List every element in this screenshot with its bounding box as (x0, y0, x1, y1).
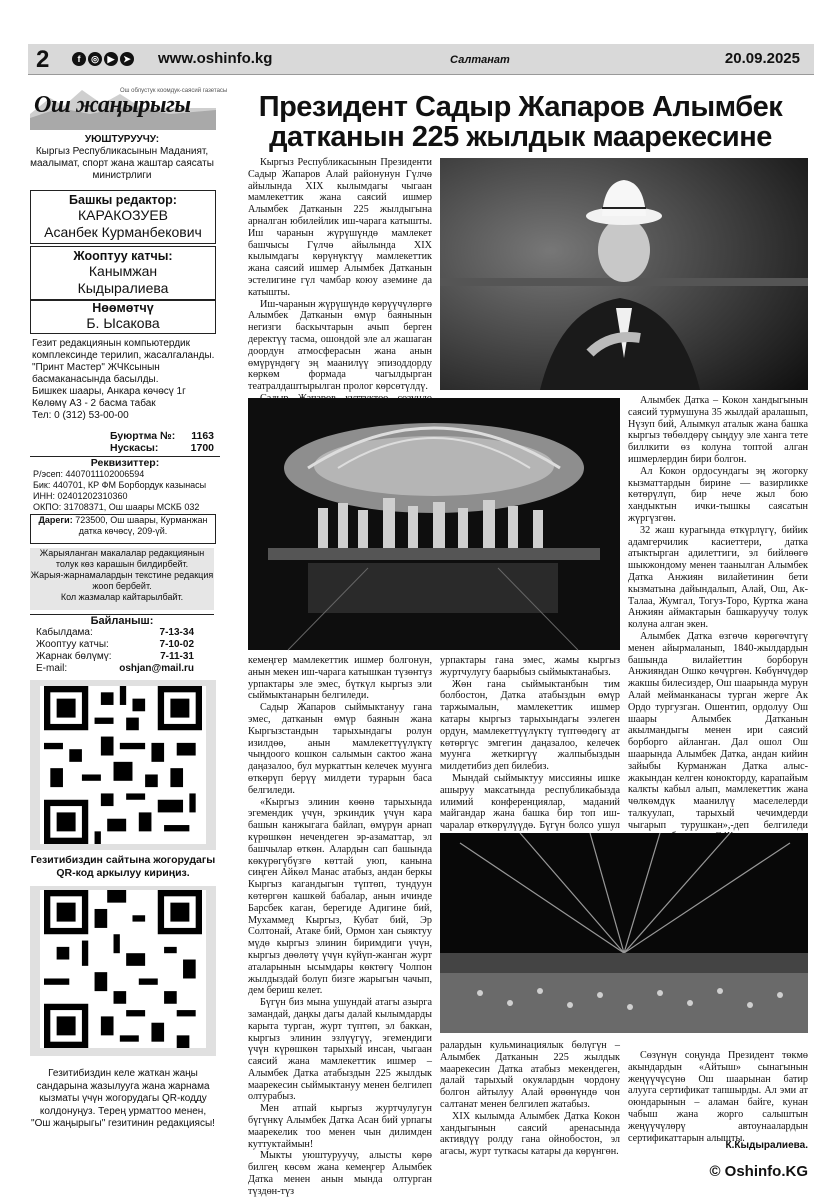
logo-tagline: Ош облустук коомдук-саясий газетасы (120, 88, 228, 94)
requisites-block (30, 456, 220, 513)
paragraph: 32 жаш курагында өткүрлүгү, бийик адамгерчилик касиеттери, датка атыктырган адилеттиги, эл бийлөөгө шыкжондому менен таанылган Алымбек Датка Анжиян вилайетинин бети кызматына дайындалып, Алай, Ош, Ак-Талаа, Жумгал, Тогуз-Торо, Куртка жана Анжиян аймактарын башкаруучу толук колуна алган экен. (628, 524, 808, 631)
address-label: Дареги: (38, 515, 73, 525)
paragraph: Кыргыз Республикасынын Президенти Садыр Жапаров Алай районунун Гүлчө айылында XIX кылымдагы чыгаан мамлекеттик жана саясий ишмер Алымбек Датканын 225 жылдыгына арналган юбилейлик иш-чарага катышты. Иш чаранын жүрүшүндө мамлекет башчысы Гүлчө айылында XIX кылымдагы көрүнүктүү мамлекеттик жана саясий ишмер Алымбек Датканын эстелигине гүл чамбар коюу аземине да катышты. (248, 157, 432, 298)
paragraph: Алымбек Датка өзгөчө көрөгөчтүгү менен айырмаланып, 1840-жылдардын башында вилайеттин борборун Анжияндан Ошко көчүргөн. Көбүнчүдөр жакшы билесиздер, Ош шаарында мурун Алай мейманканасы турган жерге Ак Ордо тургузган. Ошентип, ордолуу Ош шаары Алымбек Датканын акылмандыгы менен ири саясий борборго айланган. Дал ошол Ош шаарында Алымбек Датка, андан кийин зайыбы Курманжан Датка алыс-жакындан келген конокторду, карапайым калкты кабыл алып, мамлекеттик жана чөлкөмдүк маанилүү маселелерди талкуулап, тарыхый чечимдерди чыгарып турушкан»,-деп белгиледи (628, 630, 808, 831)
disclaimer-line: Жарыя-жарнамалардын текстине редакция жооп бербейт. (30, 570, 214, 591)
contact-email[interactable]: oshjan@mail.ru (119, 663, 194, 674)
founder-block (30, 134, 214, 186)
duty-name: Б. Ысакова (86, 315, 160, 331)
paragraph: урпактары гана эмес, жамы кыргыз журтчулугу баарыбыз сыймыктанабыз. (440, 655, 620, 678)
youtube-icon[interactable]: ▶ (104, 52, 118, 66)
paragraph: Мен атпай кыргыз журтчулугун бүгүнкү Алымбек Датка Асан бий урпагы маарекелик тоо менен чын дилимден куттуктаймын! (248, 1103, 432, 1150)
duty-block (30, 300, 216, 334)
contact-label: E-mail: (36, 663, 68, 674)
qr2-caption: Гезитибиздин келе жаткан жаңы сандарына жазылууга жана жарнама кызматы үчүн жогорудагы QR-кодду колдонуңуз. Терең урматтоо менен, "Ош жаңырыгы" гезитинин редакциясы! (31, 1068, 215, 1129)
print-info: Гезит редакциянын компьютердик комплексинде терилип, жасалгаланды. "Принт Мастер" ЖЧКсынын басмаканасында басылды. (32, 338, 215, 385)
paragraph: Иш-чаранын жүрүшүндө көрүүчүлөргө Алымбек Датканын өмүр баянынын негизги баскычтарын ачып берген деректүү тасма, ошондой эле ал жашаган доордун атмосферасын жана анын өмүрүндөгү эң маанилүү эпизоддорду көркөм формада чагылдырган театралдаштырылган пролог көрсөтүлдү. (248, 298, 432, 393)
secretary-first: Канымжан (88, 263, 158, 279)
qr1-caption: Гезитибиздин сайтына жогорудагы QR-код аркылуу кириңиз. (30, 854, 216, 879)
contact-label: Кабылдама: (36, 627, 93, 638)
print-address: Бишкек шаары, Анкара көчөсү 1г (32, 386, 186, 397)
paragraph: «Кыргыз элинин көөнө тарыхында эгемендик үчүн, эркиндик үчүн кара башын канжыгага байлап, өмүрүн арнап күрөшкөн нечендеген эр-азаматтар, эл башчылар өткөн. Алардын сап башында көкүрөгүбүзгө көттай уюп, канына сиңген Айкөл Манас атабыз, андан беркы Кыргыз кагандыгын түптөп, тундуун көтөргөн кашкөй бабалар, анын ичинде Барсбек каган, берегиде Адигине бий, Мухаммед Кыргыз, Кубат бий, Эр Солтонай, Атаке бий, Ормон хан сыяктуу мүдө кыргыз элинин биримдиги үчүн, кыргыз дөөлөтү үчүн күйүп-жанган журт аталарынын ысымдары көктөгү Чолпон жылдыздай болуп бизге жарыгын чачып, дем бериш келет. (248, 796, 432, 997)
disclaimer-block (30, 548, 214, 610)
paragraph: XIX кылымда Алымбек Датка Кокон хандыгынын саясий аренасында активдүү ролду гана ойнобостон, эл агасы, журт туткасы катары да көрүнгөн. (440, 1110, 620, 1158)
qr-code-site[interactable] (40, 686, 206, 844)
article-col3-bottom (628, 1050, 808, 1144)
copies-value: 1700 (190, 442, 214, 454)
photo-night-show (440, 833, 808, 1033)
article-col1-bottom (248, 655, 432, 1197)
paragraph: Алымбек Датка – Кокон хандыгынын саясий турмушуна 35 жылдай аралашып, Нүзуп бий, Алымкул аталык жана башка кыргыз төбөлдөрү сыңдуу эле ханга тете биллкити өз колуна топтой алган ишмерлердин бири болгон. (628, 395, 808, 465)
photo-president (440, 158, 808, 390)
site-url[interactable]: www.oshinfo.kg (158, 50, 273, 67)
contact-value: 7-13-34 (159, 627, 194, 638)
rubric: Салтанат (450, 54, 510, 66)
paragraph: Жөн гана сыймыктанбын тим болбостон, Датка атабыздын өмүр таржымалын, мамлекеттик ишмер катары кыргыз тарыхындагы ээлеген ордун, мамлекеттүүлүктү түптөөдөгү ат көтөргүс эмгегин даңазалоо, келечек муунга жеткиргүү жалпыбыздын милдетибиз деп билебиз. (440, 678, 620, 773)
page-number: 2 (36, 46, 50, 73)
disclaimer-line: Кол жазмалар кайтарылбайт. (60, 592, 184, 602)
order-value: 1163 (191, 430, 214, 442)
contact-value: 7-11-31 (160, 651, 194, 662)
print-info-block (30, 338, 218, 422)
editor-block (30, 190, 216, 244)
print-phone: Тел: 0 (312) 53-00-00 (32, 410, 129, 421)
founder-label: УЮШТУРУУЧУ: (84, 134, 160, 145)
article-col3-top (628, 395, 808, 835)
telegram-icon[interactable]: ➤ (120, 52, 134, 66)
article-col2-bottom (440, 1040, 620, 1160)
contact-label: Жарнак бөлүмү: (36, 651, 112, 662)
secretary-block (30, 246, 216, 300)
issue-date: 20.09.2025 (724, 50, 800, 67)
duty-label: Нөөмөтчү (92, 301, 154, 315)
editor-surname: КАРАКОЗУЕВ (78, 207, 168, 223)
author-signature: К.Кыдыралиева. (725, 1140, 808, 1151)
requisite-line: Р/эсеп: 4407011102006594 (33, 469, 145, 479)
requisite-line: ИНН: 02401202310360 (33, 491, 128, 501)
facebook-icon[interactable]: f (72, 52, 86, 66)
order-block (110, 430, 214, 454)
requisite-line: ОКПО: 31708371, Ош шаары МСКБ 032 (33, 502, 200, 512)
paragraph: Сөзүнүн соңунда Президент төкмө акындардын «Айтыш» сынагынын жеңүүчүсүнө Ош шаарынан батир алууга сертификат тапшырды. Ал эми ат оюндарынын – аламан байге, кунан чабыш жана жорго салыштын жеңүүчүлөрү автоунаалардын сертификаттарын алышты. (628, 1050, 808, 1144)
logo: Ош жаңырыгы (34, 92, 191, 118)
founder-text: Кыргыз Республикасынын Маданият, маалымат, спорт жана жаштар саясаты министрлиги (30, 146, 214, 181)
requisite-line: Бик: 440701, КР ФМ Борбордук казынасы (33, 480, 207, 490)
disclaimer-line: Жарыяланган макалалар редакциянын толук көз карашын билдирбейт. (39, 548, 205, 569)
paragraph: ралардын кульминациялык бөлүгүн – Алымбек Датканын 225 жылдык маарекесин Датка атабыз мекендеген, далай тарыхый окуялардын чордону болгон айтылуу Алай өрөөнүндө чон салтанат менен белгилеп жатабыз. (440, 1040, 620, 1110)
paragraph: Ал Кокон ордосундагы эң жогорку кызматтардын бирине — вазирликке көтөрүлүп, бир нече жыл бою хандыктын ички-тышкы саясатын жүргүзгөн. (628, 465, 808, 524)
article-col2-top (440, 655, 620, 832)
instagram-icon[interactable]: ◎ (88, 52, 102, 66)
article-col1-top (248, 157, 432, 395)
contact-label: Жооптуу катчы: (36, 639, 109, 650)
paragraph: Мыкты уюштуруучу, алысты көрө билгең көсөм жана кемеңгер Алымбек Датка менен анын мында олтурган түздөн-түз (248, 1150, 432, 1197)
requisites-label: Реквизиттер: (90, 457, 160, 469)
editor-label: Башкы редактор: (69, 193, 177, 207)
address-block (30, 514, 216, 544)
paragraph: Мындай сыймыктуу миссияны ишке ашыруу максатында республикабызда илимий конференциялар, маданий майгандар жана башка бир топ иш-чаралар өткөрүлүүдө. Бүгүн болсо ушул (440, 772, 620, 832)
address-text: 723500, Ош шаары, Курманжан датка көчөсү, 209-үй. (75, 515, 208, 536)
secretary-last: Кыдыралиева (77, 280, 169, 296)
paragraph: Садыр Жапаров сыймыктануу гана эмес, датканын өмүр баянын жана Кыргызстандын тарыхындагы ролун изилдөө, анын мамлекеттүүлүктү чыңдоого кошкон салымын сактоо жана даңазалоо, бул муркаттын келечек муунга өткөрүп берүү милдети турарын баса белгиледи. (248, 702, 432, 796)
secretary-label: Жооптуу катчы: (73, 249, 173, 263)
editor-name: Асанбек Курманбекович (44, 224, 202, 240)
paragraph: Бүгүн биз мына ушундай атагы азырга замандай, даңкы дагы далай кылымдарды карыта турган, журт түптөп, эл баккан, кыргыз элинин эзлүүгүү, эгемендиги үчүн күрөшкөн тарыхый инсан, чыгаан саясий жана мамлекеттик ишмер – Алымбек Датка атабыздын 225 жылдык маарекесин сыймыктануу менен белгилеп олтурабыз. (248, 997, 432, 1103)
footer-credit: © Oshinfo.KG (709, 1163, 808, 1180)
copies-label: Нускасы: (110, 442, 159, 454)
header-bar (28, 44, 814, 75)
print-size: Көлөмү А3 - 2 басма табак (32, 398, 156, 409)
contacts-block (30, 614, 214, 674)
order-label: Буюртма №: (110, 430, 176, 442)
article-headline: Президент Садыр Жапаров Алымбек датканын 225 жылдык маарекесине (258, 91, 783, 153)
photo-stage-performance (248, 398, 620, 650)
contacts-label: Байланыш: (90, 615, 154, 627)
paragraph: кемеңгер мамлекеттик ишмер болгонун, анын мекен иш-чарага катышкан түзөнтүз урпактары эле эмес, бүткүл кыргыз эли сыймыктанарын белгиледи. (248, 655, 432, 702)
contact-value: 7-10-02 (159, 639, 194, 650)
qr-code-subscribe[interactable] (40, 890, 206, 1048)
